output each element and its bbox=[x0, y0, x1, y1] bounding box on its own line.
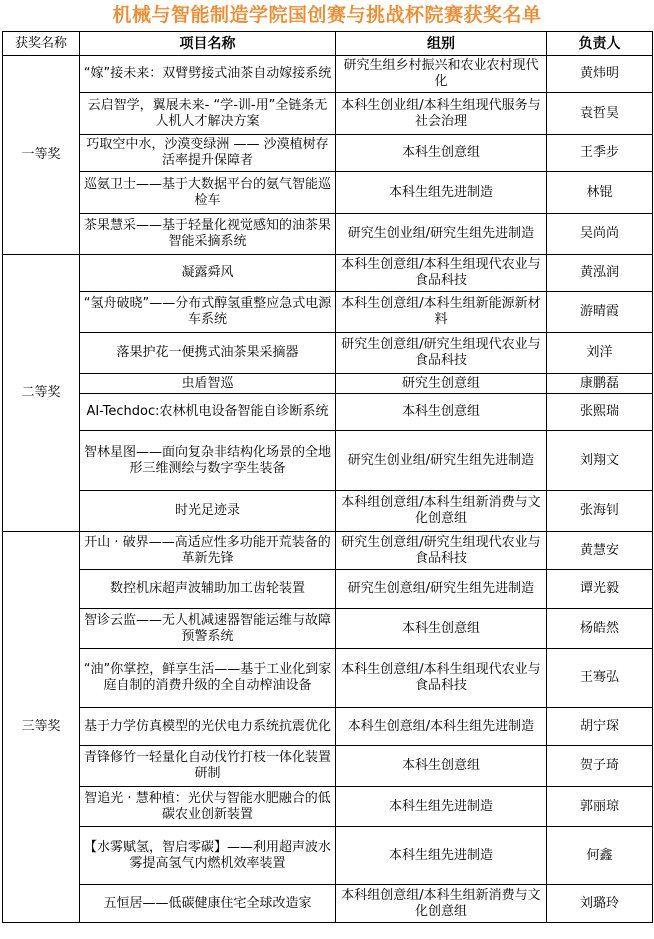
table-row bbox=[3, 491, 653, 532]
group-cell: 本科生创意组 bbox=[336, 135, 547, 172]
leader-cell: 林锟 bbox=[547, 172, 653, 214]
table-row bbox=[3, 708, 653, 746]
table-row bbox=[3, 255, 653, 292]
header-group: 组别 bbox=[336, 32, 547, 56]
table-row bbox=[3, 827, 653, 885]
group-cell: 本科生创意组/本科生组现代农业与食品科技 bbox=[336, 649, 547, 708]
table-row bbox=[3, 746, 653, 787]
group-cell: 研究生创业组/研究生组先进制造 bbox=[336, 214, 547, 255]
table-row bbox=[3, 214, 653, 255]
project-cell: 智追光 · 慧种植：光伏与智能水肥融合的低碳农业创新装置 bbox=[80, 787, 336, 827]
project-cell: “氢舟破晓”——分布式醇氢重整应急式电源车系统 bbox=[80, 292, 336, 333]
group-cell: 本科生创意组/本科生组新能源新材料 bbox=[336, 292, 547, 333]
leader-cell: 袁哲昊 bbox=[547, 93, 653, 135]
group-cell: 本科生创意组 bbox=[336, 609, 547, 649]
table-row bbox=[3, 56, 653, 93]
table-row bbox=[3, 649, 653, 708]
group-cell: 本科生创意组 bbox=[336, 746, 547, 787]
group-cell: 本科生创意组/本科生组现代农业与食品科技 bbox=[336, 255, 547, 292]
table-row bbox=[3, 333, 653, 374]
project-cell: 五恒居——低碳健康住宅全球改造家 bbox=[80, 885, 336, 923]
project-cell: 开山 · 破界——高适应性多功能开荒装备的革新先锋 bbox=[80, 532, 336, 570]
leader-cell: 刘翔文 bbox=[547, 431, 653, 491]
leader-cell: 王季步 bbox=[547, 135, 653, 172]
group-cell: 本科生创业组/本科生组现代服务与社会治理 bbox=[336, 93, 547, 135]
project-cell: 智林星图——面向复杂非结构化场景的全地形三维测绘与数字孪生装备 bbox=[80, 431, 336, 491]
table-row bbox=[3, 172, 653, 214]
leader-cell: 黄炜明 bbox=[547, 56, 653, 93]
table-row bbox=[3, 93, 653, 135]
project-cell: 数控机床超声波辅助加工齿轮装置 bbox=[80, 570, 336, 609]
table-row bbox=[3, 374, 653, 394]
project-cell: 虫盾智巡 bbox=[80, 374, 336, 394]
header-project: 项目名称 bbox=[80, 32, 336, 56]
leader-cell: 张海钊 bbox=[547, 491, 653, 532]
leader-cell: 郭丽琼 bbox=[547, 787, 653, 827]
project-cell: AI-Techdoc:农林机电设备智能自诊断系统 bbox=[80, 394, 336, 431]
award-cell: 三等奖 bbox=[3, 532, 80, 923]
group-cell: 本科生组先进制造 bbox=[336, 787, 547, 827]
project-cell: 凝露舜风 bbox=[80, 255, 336, 292]
group-cell: 本科组创意组/本科生组新消费与文化创意组 bbox=[336, 491, 547, 532]
table-row bbox=[3, 787, 653, 827]
table-row bbox=[3, 431, 653, 491]
leader-cell: 黄泓润 bbox=[547, 255, 653, 292]
group-cell: 研究生创意组/研究生组现代农业与食品科技 bbox=[336, 333, 547, 374]
group-cell: 本科生组先进制造 bbox=[336, 827, 547, 885]
leader-cell: 杨皓然 bbox=[547, 609, 653, 649]
page-title: 机械与智能制造学院国创赛与挑战杯院赛获奖名单 bbox=[112, 4, 542, 26]
leader-cell: 刘洋 bbox=[547, 333, 653, 374]
award-table bbox=[2, 31, 653, 923]
group-cell: 研究生创业组/研究生组先进制造 bbox=[336, 431, 547, 491]
project-cell: 基于力学仿真模型的光伏电力系统抗震优化 bbox=[80, 708, 336, 746]
project-cell: 智诊云监——无人机减速器智能运维与故障预警系统 bbox=[80, 609, 336, 649]
project-cell: 茶果慧采——基于轻量化视觉感知的油茶果智能采摘系统 bbox=[80, 214, 336, 255]
group-cell: 本科组创意组/本科生组新消费与文化创意组 bbox=[336, 885, 547, 923]
group-cell: 研究生创意组/研究生组现代农业与食品科技 bbox=[336, 532, 547, 570]
project-cell: 时光足迹录 bbox=[80, 491, 336, 532]
project-cell: 青锋修竹一轻量化自动伐竹打枝一体化装置研制 bbox=[80, 746, 336, 787]
group-cell: 研究生组乡村振兴和农业农村现代化 bbox=[336, 56, 547, 93]
leader-cell: 谭光毅 bbox=[547, 570, 653, 609]
leader-cell: 黄慧安 bbox=[547, 532, 653, 570]
table-row bbox=[3, 292, 653, 333]
leader-cell: 刘璐玲 bbox=[547, 885, 653, 923]
leader-cell: 胡宁琛 bbox=[547, 708, 653, 746]
group-cell: 本科生创意组/本科生组先进制造 bbox=[336, 708, 547, 746]
table-row bbox=[3, 609, 653, 649]
header-award: 获奖名称 bbox=[3, 32, 80, 56]
leader-cell: 游晴霞 bbox=[547, 292, 653, 333]
project-cell: 【水雾赋氢，智启零碳】——利用超声波水雾提高氢气内燃机效率装置 bbox=[80, 827, 336, 885]
table-row bbox=[3, 394, 653, 431]
project-cell: “油”你掌控，鲜享生活——基于工业化到家庭自制的消费升级的全自动榨油设备 bbox=[80, 649, 336, 708]
project-cell: “嫁”接未来：双臂劈接式油茶自动嫁接系统 bbox=[80, 56, 336, 93]
table-row bbox=[3, 532, 653, 570]
project-cell: 云启智学，翼展未来- “学-训-用”全链条无人机人才解决方案 bbox=[80, 93, 336, 135]
group-cell: 研究生创意组 bbox=[336, 374, 547, 394]
project-cell: 巡氨卫士——基于大数据平台的氨气智能巡检车 bbox=[80, 172, 336, 214]
project-cell: 落果护花一便携式油茶果采摘器 bbox=[80, 333, 336, 374]
leader-cell: 康鹏磊 bbox=[547, 374, 653, 394]
award-cell: 二等奖 bbox=[3, 255, 80, 532]
group-cell: 研究生创意组/研究生组先进制造 bbox=[336, 570, 547, 609]
leader-cell: 何鑫 bbox=[547, 827, 653, 885]
award-cell: 一等奖 bbox=[3, 56, 80, 255]
leader-cell: 张熙瑞 bbox=[547, 394, 653, 431]
table-row bbox=[3, 570, 653, 609]
table-row bbox=[3, 135, 653, 172]
leader-cell: 王骞弘 bbox=[547, 649, 653, 708]
leader-cell: 贺子琦 bbox=[547, 746, 653, 787]
leader-cell: 吴尚尚 bbox=[547, 214, 653, 255]
header-leader: 负责人 bbox=[547, 32, 653, 56]
header-row bbox=[3, 32, 653, 56]
group-cell: 本科生创意组 bbox=[336, 394, 547, 431]
table-row bbox=[3, 885, 653, 923]
group-cell: 本科生组先进制造 bbox=[336, 172, 547, 214]
project-cell: 巧取空中水，沙漠变绿洲 —— 沙漠植树存活率提升保障者 bbox=[80, 135, 336, 172]
